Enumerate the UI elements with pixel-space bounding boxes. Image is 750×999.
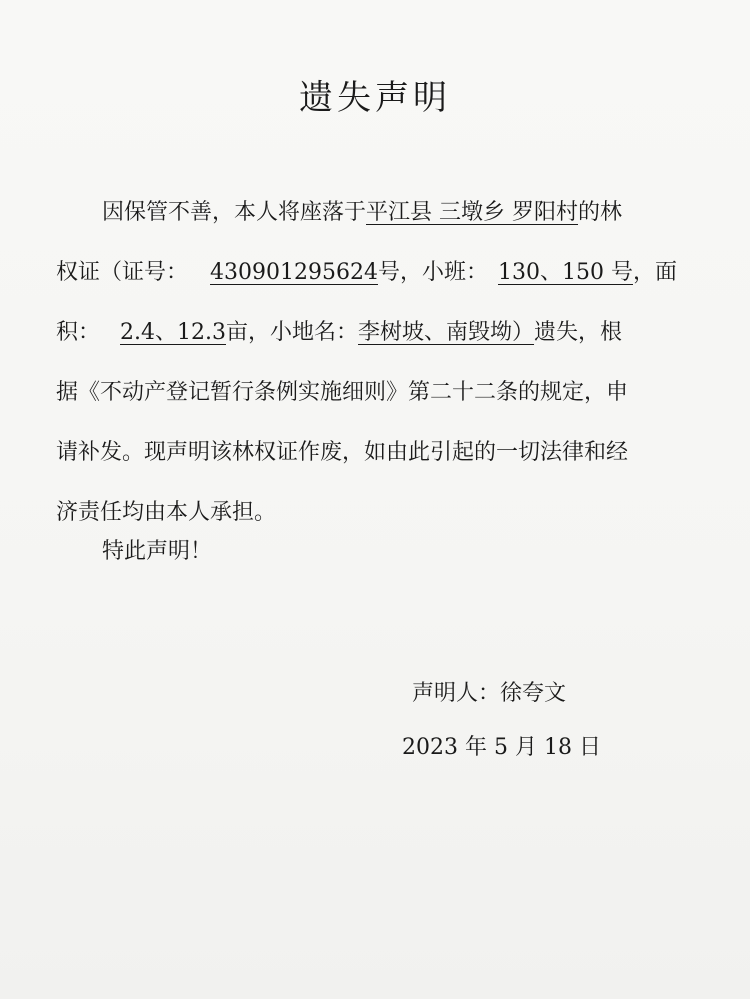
certificate-number-field: 430901295624 — [210, 260, 378, 285]
line3-unit: 亩，小地名： — [226, 320, 359, 345]
line3-prefix: 积： — [56, 320, 101, 345]
body-line-5: 请补发。现声明该林权证作废，如由此引起的一切法律和经 — [56, 440, 629, 465]
statement-date: 2023 年 5 月 18 日 — [402, 735, 601, 760]
location-field: 平江县 三墩乡 罗阳村 — [366, 200, 579, 225]
body-line-3 — [56, 303, 692, 363]
body-line-4: 据《不动产登记暂行条例实施细则》第二十二条的规定，申 — [56, 380, 629, 405]
body-line-2 — [56, 243, 692, 303]
closing-statement: 特此声明！ — [102, 539, 213, 564]
document-title: 遗失声明 — [299, 78, 451, 118]
area-field: 2.4、12.3 — [120, 320, 226, 345]
plot-numbers-field: 130、150 号 — [498, 260, 633, 285]
body-line-1 — [102, 183, 692, 243]
statement-body — [56, 183, 692, 543]
body-line-6: 济责任均由本人承担。 — [56, 500, 277, 525]
line2-prefix: 权证（证号： — [56, 260, 189, 285]
line1-prefix: 因保管不善，本人将座落于 — [102, 200, 367, 225]
line1-suffix: 的林 — [578, 200, 623, 225]
line3-suffix: 遗失，根 — [534, 320, 623, 345]
line2-mid: 号，小班： — [377, 260, 488, 285]
place-name-field: 李树坡、南毁坳） — [358, 320, 535, 345]
line2-suffix: ，面 — [632, 260, 677, 285]
declarant-signature: 声明人：徐夸文 — [412, 681, 567, 706]
